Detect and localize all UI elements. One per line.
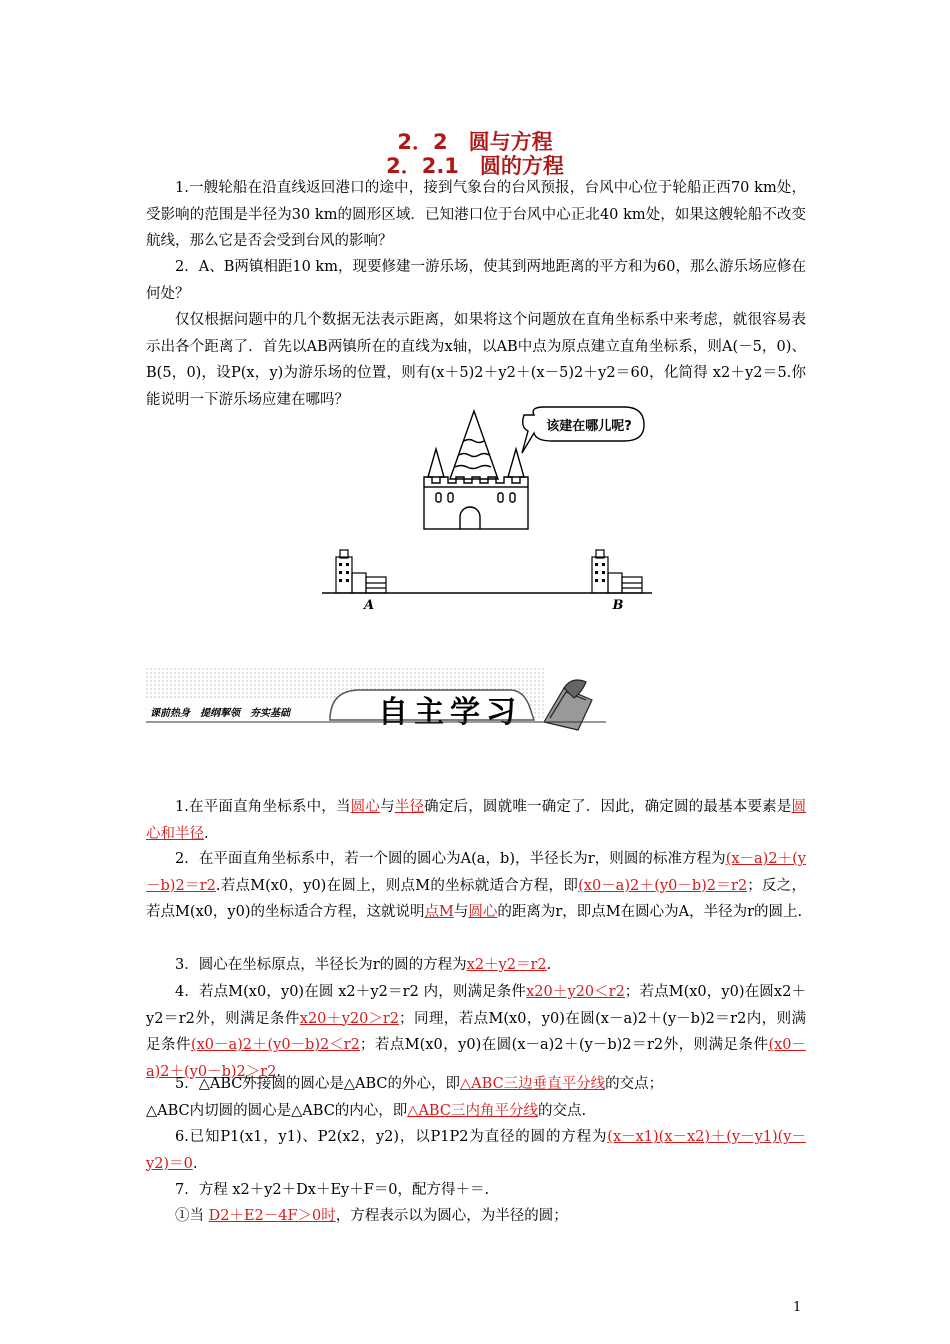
item-6: 6.已知P1(x1，y1)、P2(x2，y2)，以P1P2为直径的圆的方程为(x－x1)(x－x2)＋(y－y1)(y－y2)＝0. — [146, 1129, 806, 1172]
banner-title: 自主学习 — [378, 695, 522, 730]
speech-text: 该建在哪儿呢? — [546, 419, 632, 434]
label-b: B — [612, 598, 624, 613]
item-4: 4．若点M(x0，y0)在圆 x2＋y2＝r2 内，则满足条件x20＋y20＜r2；若点M(x0，y0)在圆x2＋y2＝r2外，则满足条件x20＋y20＞r2；同理，若点M(x0，y0)在圆(x－a)2＋(y－b)2＝r2内，则满足条件(x0－a)2＋(y0－b)2＜r2；若点M(x0，y0)在圆(x－a)2＋(y－b)2＝r2外，则满足条件(x0－a)2＋(y0－b)2＞r2. — [146, 984, 806, 1080]
label-a: A — [363, 598, 375, 613]
intro-paragraph-1: 1.一艘轮船在沿直线返回港口的途中，接到气象台的台风预报，台风中心位于轮船正西70 km处，受影响的范围是半径为30 km的圆形区域．已知港口位于台风中心正北40 km处，如果这艘轮船不改变航线，那么它是否会受到台风的影响？ — [146, 180, 806, 249]
subsection-title: 2．2.1 圆的方程 — [386, 154, 564, 178]
item-7-case-1: ①当 D2＋E2－4F＞0时，方程表示以为圆心，为半径的圆； — [175, 1208, 568, 1224]
item-7: 7．方程 x2＋y2＋Dx＋Ey＋F＝0，配方得＋＝. — [175, 1182, 490, 1198]
item-2: 2．在平面直角坐标系中，若一个圆的圆心为A(a，b)，半径长为r，则圆的标准方程为(x－a)2＋(y－b)2＝r2.若点M(x0，y0)在圆上，则点M的坐标就适合方程，即(x0－a)2＋(y0－b)2＝r2；反之，若点M(x0，y0)的坐标适合方程，这就说明点M与圆心的距离为r，即点M在圆心为A，半径为r的圆上. — [146, 851, 807, 920]
castle-illustration — [322, 405, 652, 615]
castle-icon — [424, 411, 528, 529]
banner-subtitle: 课前热身 提纲挈领 夯实基础 — [150, 708, 290, 719]
page-number: 1 — [793, 1300, 802, 1315]
intro-paragraph-3: 仅仅根据问题中的几个数据无法表示距离，如果将这个问题放在直角坐标系中来考虑，就很容易表示出各个距离了．首先以AB两镇所在的直线为x轴，以AB中点为原点建立直角坐标系，则A(－5，0)、B(5，0)，设P(x，y)为游乐场的位置，则有(x＋5)2＋y2＋(x－5)2＋y2＝60，化简得 x2＋y2＝5.你能说明一下游乐场应建在哪吗？ — [146, 312, 806, 408]
section-banner — [146, 660, 606, 740]
building-a-icon — [336, 550, 386, 593]
section-title: 2．2 圆与方程 — [397, 130, 553, 154]
building-b-icon — [592, 550, 642, 593]
item-1: 1.在平面直角坐标系中，当圆心与半径确定后，圆就唯一确定了．因此，确定圆的最基本要素是圆心和半径. — [146, 799, 807, 842]
intro-paragraph-2: 2．A、B两镇相距10 km，现要修建一游乐场，使其到两地距离的平方和为60，那么游乐场应修在何处？ — [146, 259, 806, 302]
item-3: 3．圆心在坐标原点，半径长为r的圆的方程为x2＋y2＝r2. — [175, 957, 552, 973]
item-5: 5．△ABC外接圆的圆心是△ABC的外心，即△ABC三边垂直平分线的交点； △ABC内切圆的圆心是△ABC的内心，即△ABC三内角平分线的交点. — [146, 1076, 664, 1119]
